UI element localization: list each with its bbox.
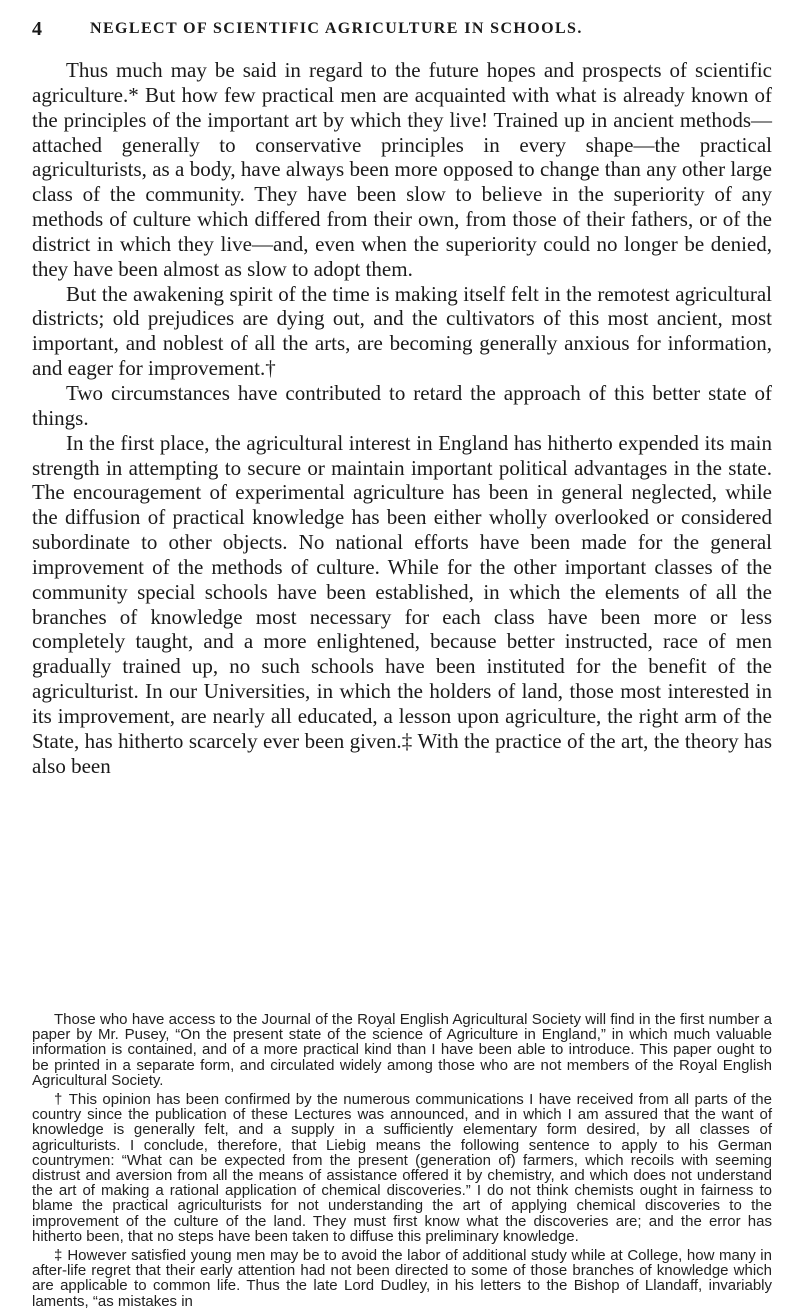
running-title: NEGLECT OF SCIENTIFIC AGRICULTURE IN SCHOOLS.	[90, 20, 583, 37]
paragraph: Thus much may be said in regard to the future hopes and prospects of scientific agriculture.* But how few practical men are acquainted with what is already known of the principles of the important art by which they live! Trained up in ancient methods—attached generally to conservative principles in every shape—the practical agriculturists, as a body, have always been more opposed to change than any other large class of the community. They have been slow to believe in the superiority of any methods of culture which differed from their own, from those of their fathers, or of the district in which they live—and, even when the superiority could no longer be denied, they have been almost as slow to adopt them.	[32, 58, 772, 281]
footnotes	[32, 1012, 772, 1313]
body-text	[32, 58, 772, 778]
footnote: Those who have access to the Journal of the Royal English Agricultural Society will find in the first number a paper by Mr. Pusey, “On the present state of the science of Agriculture in England,” in which much valuable information is contained, and of a more practical kind than I have been able to introduce. This paper ought to be printed in a separate form, and circulated widely among those who are not members of the Royal English Agricultural Society.	[32, 1011, 772, 1089]
footnote: † This opinion has been confirmed by the numerous communications I have received from all parts of the country since the publication of these Lectures was announced, and in which I am assured that the want of knowledge is generally felt, and a supply in a sufficiently elementary form desired, by all classes of agriculturists. I conclude, therefore, that Liebig means the following sentence to apply to his German countrymen: “What can be expected from the present (generation of) farmers, which recoils with seeming distrust and aversion from all the means of assistance offered it by chemistry, and which does not understand the art of making a rational application of chemical discoveries.” I do not think chemists ought in fairness to blame the practical agriculturists for not understanding the art of applying chemical discoveries to the improvement of the culture of the land. They must first know what the discoveries are; and the error has hitherto been, that no steps have been taken to diffuse this preliminary knowledge.	[32, 1091, 772, 1245]
paragraph: Two circumstances have contributed to retard the approach of this better state of things.	[32, 380, 772, 430]
page-header	[32, 18, 772, 42]
page-number: 4	[32, 18, 44, 40]
paragraph: In the first place, the agricultural interest in England has hitherto expended its main strength in attempting to secure or maintain important political advantages in the state. The encouragement of experimental agriculture has been in general neglected, while the diffusion of practical knowledge has been either wholly overlooked or considered subordinate to other objects. No national efforts have been made for the general improvement of the methods of culture. While for the other important classes of the community special schools have been established, in which the elements of all the branches of knowledge most necessary for each class have been more or less completely taught, and a more enlightened, because better instructed, race of men gradually trained up, no such schools have been instituted for the benefit of the agriculturist. In our Universities, in which the holders of land, those most interested in its improvement, are nearly all educated, a lesson upon agriculture, the right arm of the State, has hitherto scarcely ever been given.‡ With the practice of the art, the theory has also been	[32, 430, 772, 778]
paragraph: But the awakening spirit of the time is making itself felt in the remotest agricultural districts; old prejudices are dying out, and the cultivators of this most ancient, most important, and noblest of all the arts, are becoming generally anxious for information, and eager for improvement.†	[32, 281, 772, 381]
footnote: ‡ However satisfied young men may be to avoid the labor of additional study while at College, how many in after-life regret that their early attention had not been directed to some of those branches of knowledge which are applicable to common life. Thus the late Lord Dudley, in his letters to the Bishop of Llandaff, invariably laments, “as mistakes in	[32, 1247, 772, 1310]
